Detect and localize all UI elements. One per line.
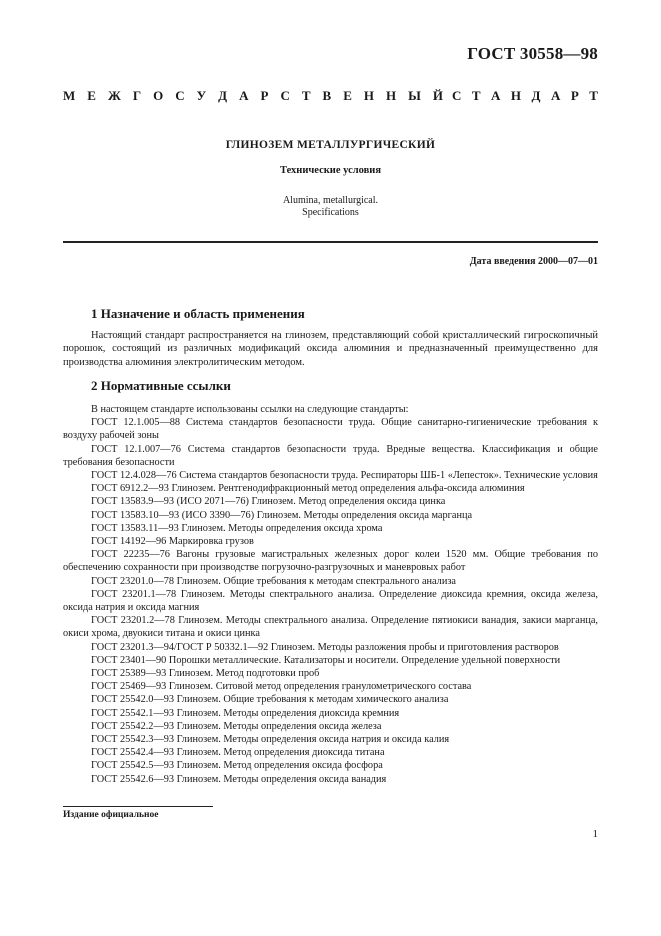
banner-letter: А xyxy=(550,88,561,103)
section-1-heading: 1 Назначение и область применения xyxy=(91,306,305,321)
reference-item: ГОСТ 23201.0—78 Глинозем. Общие требования к методам спектрального анализа xyxy=(91,575,456,587)
reference-item: ГОСТ 25542.2—93 Глинозем. Методы определения оксида железа xyxy=(91,720,382,732)
banner-letter: Р xyxy=(260,88,269,103)
reference-item: ГОСТ 13583.10—93 (ИСО 3390—76) Глинозем. Методы определения оксида марганца xyxy=(91,509,473,521)
reference-item: ГОСТ 12.1.005—88 Система стандартов безопасности труда. Общие санитарно-гигиенические требования к воздуху рабочей зоны xyxy=(63,417,598,442)
banner-letter: Н xyxy=(363,88,374,103)
reference-item: ГОСТ 14192—96 Маркировка грузов xyxy=(91,536,254,548)
references-lead: В настоящем стандарте использованы ссылки на следующие стандарты: xyxy=(91,404,409,415)
edition-note: Издание официальное xyxy=(63,810,159,820)
reference-list xyxy=(63,416,598,786)
banner-letter: Ж xyxy=(107,88,121,103)
banner-word-standard xyxy=(452,88,598,104)
reference-item: ГОСТ 25542.4—93 Глинозем. Метод определения диоксида титана xyxy=(91,747,385,759)
reference-item: ГОСТ 25542.0—93 Глинозем. Общие требования к методам химического анализа xyxy=(91,694,449,706)
footer-divider xyxy=(63,806,213,807)
reference-item: ГОСТ 25542.1—93 Глинозем. Методы определения диоксида кремния xyxy=(91,707,400,719)
reference-item: ГОСТ 25542.3—93 Глинозем. Методы определения оксида натрия и оксида калия xyxy=(91,734,450,746)
banner-letter: Т xyxy=(301,88,311,103)
banner-letter: В xyxy=(322,88,332,103)
reference-item: ГОСТ 13583.9—93 (ИСО 2071—76) Глинозем. Метод определения оксида цинка xyxy=(91,496,446,508)
banner-letter: О xyxy=(153,88,164,103)
banner-letter: Р xyxy=(570,88,579,103)
document-title: ГЛИНОЗЕМ МЕТАЛЛУРГИЧЕСКИЙ xyxy=(225,139,436,151)
banner-letter: У xyxy=(196,88,207,103)
banner-letter: Т xyxy=(471,88,481,103)
banner-letter: С xyxy=(452,88,462,103)
reference-item: ГОСТ 25542.6—93 Глинозем. Методы определения оксида ванадия xyxy=(91,773,387,785)
banner-letter: А xyxy=(239,88,249,103)
document-number: ГОСТ 30558—98 xyxy=(467,44,598,63)
reference-item: ГОСТ 12.4.028—76 Система стандартов безопасности труда. Респираторы ШБ-1 «Лепесток». Технические условия xyxy=(91,470,598,482)
reference-item: ГОСТ 13583.11—93 Глинозем. Методы определения оксида хрома xyxy=(91,522,383,534)
page-number: 1 xyxy=(592,828,598,840)
banner-letter: Е xyxy=(87,88,96,103)
banner-letter: М xyxy=(63,88,76,103)
reference-item: ГОСТ 25389—93 Глинозем. Метод подготовки проб xyxy=(91,668,320,680)
english-title-line-1: Alumina, metallurgical. xyxy=(282,195,379,206)
reference-item: ГОСТ 22235—76 Вагоны грузовые магистральных железных дорог колеи 1520 мм. Общие требования по обеспечению сохранности при производстве погрузочно-разгрузочных и маневровых работ xyxy=(63,549,598,574)
english-title-line-2: Specifications xyxy=(302,207,359,218)
banner-word-interstate xyxy=(63,88,443,104)
reference-item: ГОСТ 23201.2—78 Глинозем. Методы спектрального анализа. Определение пятиокиси ванадия, закиси марганца, окиси хрома, двуокиси титана и окиси цинка xyxy=(63,615,598,640)
banner-letter: Г xyxy=(132,88,142,103)
reference-item: ГОСТ 23201.3—94/ГОСТ Р 50332.1—92 Глинозем. Методы разложения пробы и приготовления растворов xyxy=(91,641,559,653)
reference-item: ГОСТ 23401—90 Порошки металлические. Катализаторы и носители. Определение удельной поверхности xyxy=(91,654,561,666)
banner-letter: С xyxy=(280,88,290,103)
banner-letter: Ы xyxy=(408,88,421,103)
english-title xyxy=(0,195,661,219)
banner-letter: Н xyxy=(385,88,397,103)
banner-letter: Н xyxy=(510,88,522,103)
standard-banner xyxy=(63,88,598,104)
reference-item: ГОСТ 25469—93 Глинозем. Ситовой метод определения гранулометрического состава xyxy=(91,681,472,693)
banner-letter: Т xyxy=(589,88,598,103)
banner-letter: Д xyxy=(218,88,228,103)
reference-item: ГОСТ 12.1.007—76 Система стандартов безопасности труда. Вредные вещества. Классификация и общие требования безопасности xyxy=(63,443,598,468)
reference-item: ГОСТ 23201.1—78 Глинозем. Методы спектрального анализа. Определение диоксида кремния, оксида железа, оксида натрия и оксида магния xyxy=(63,588,598,614)
document-subtitle: Технические условия xyxy=(279,165,382,176)
section-1-paragraph xyxy=(63,329,598,369)
banner-letter: А xyxy=(491,88,501,103)
banner-letter: С xyxy=(175,88,185,103)
introduction-date: Дата введения 2000—07—01 xyxy=(469,256,598,267)
reference-item: ГОСТ 6912.2—93 Глинозем. Рентгенодифракционный метод определения альфа-оксида алюминия xyxy=(91,483,525,495)
banner-letter: Е xyxy=(343,88,352,103)
title-divider xyxy=(63,241,598,243)
reference-item: ГОСТ 25542.5—93 Глинозем. Метод определения оксида фосфора xyxy=(91,760,383,772)
section-1-text: Настоящий стандарт распространяется на глинозем, представляющий собой кристаллический гигроскопичный порошок, состоящий из различных модификаций оксида алюминия и предназначенный преимущественно для производства алюминия электролитическим методом. xyxy=(63,330,598,368)
banner-letter: Й xyxy=(432,88,443,103)
normative-references xyxy=(63,403,598,786)
banner-letter: Д xyxy=(531,88,541,103)
section-2-heading: 2 Нормативные ссылки xyxy=(91,378,231,393)
